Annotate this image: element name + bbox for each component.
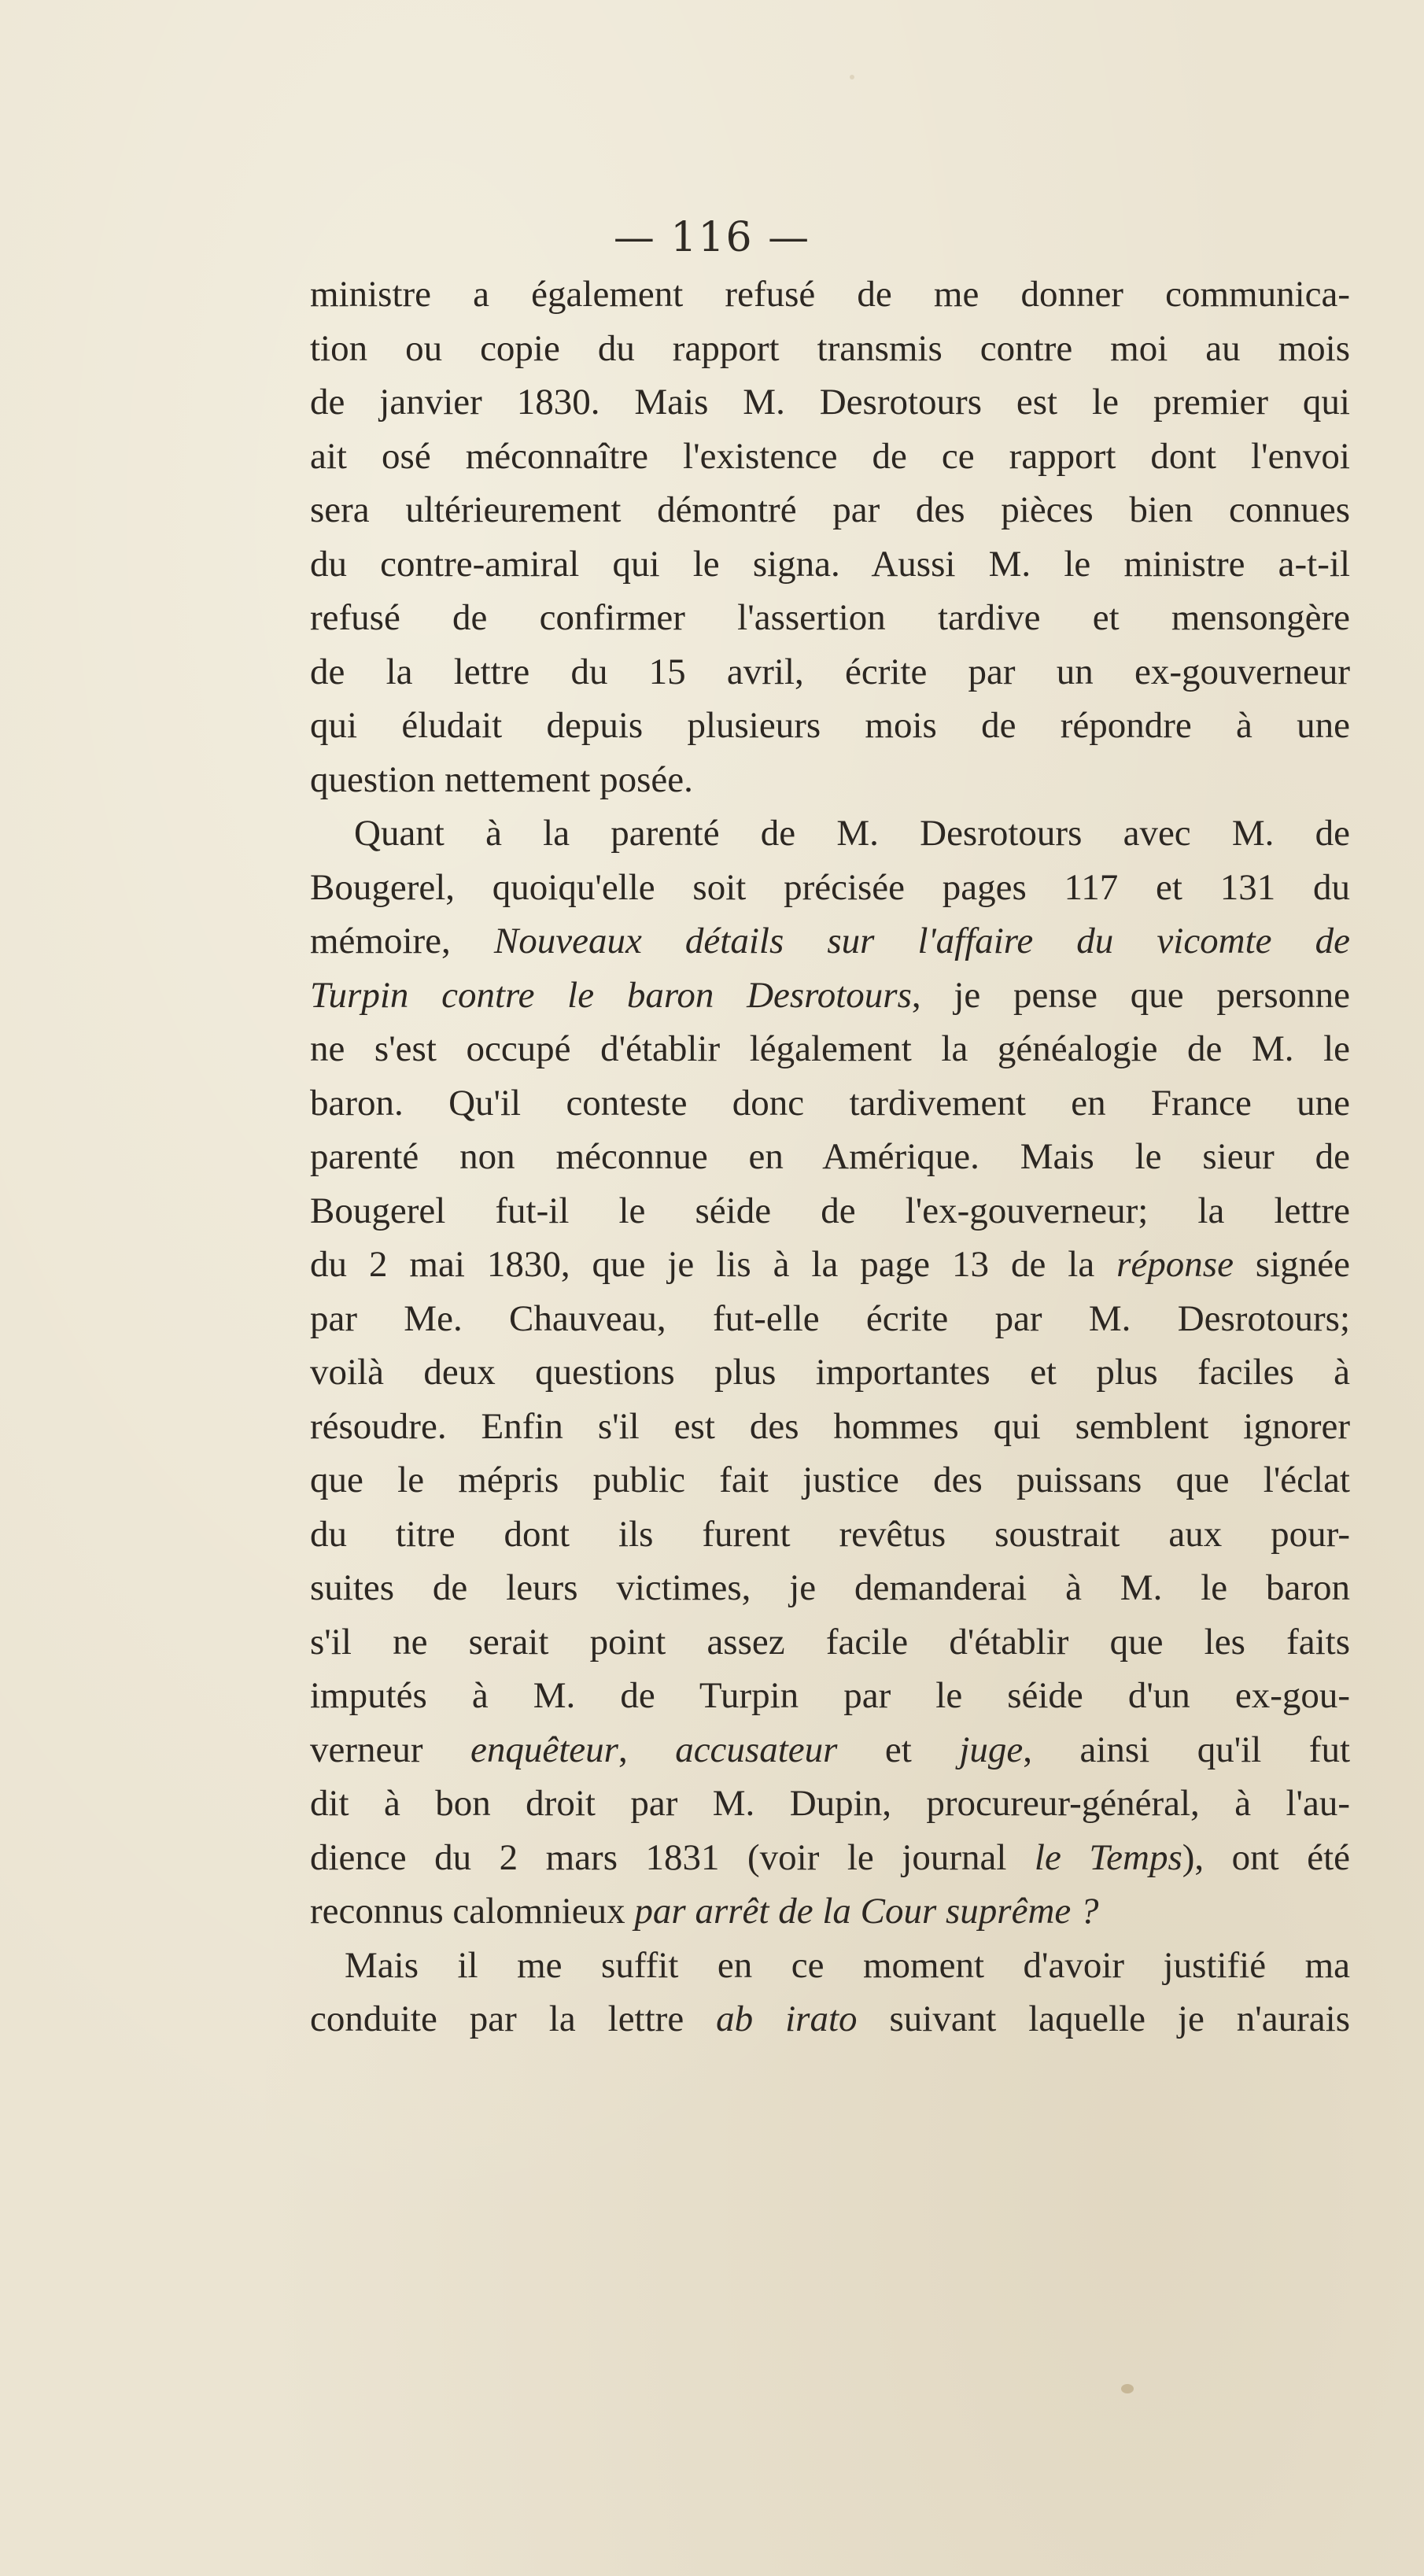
text-line bbox=[310, 375, 1350, 430]
text-segment: du contre-amiral qui le signa. Aussi M. le ministre a-t-il bbox=[310, 543, 1350, 585]
text-segment: voilà deux questions plus importantes et plus faciles à bbox=[310, 1352, 1350, 1393]
text-line bbox=[310, 1453, 1350, 1508]
text-segment: imputés à M. de Turpin par le séide d'un ex-gou- bbox=[310, 1675, 1350, 1716]
text-segment: ne s'est occupé d'établir légalement la généalogie de M. le bbox=[310, 1028, 1350, 1069]
foxing-spot bbox=[850, 75, 854, 79]
text-line bbox=[310, 1615, 1350, 1670]
text-line bbox=[310, 1777, 1350, 1831]
text-segment: verneur bbox=[310, 1729, 471, 1770]
text-segment: du 2 mai 1830, que je lis à la page 13 de la bbox=[310, 1244, 1117, 1285]
text-segment: , ainsi qu'il fut bbox=[1023, 1729, 1350, 1770]
text-segment: du titre dont ils furent revêtus soustrait aux pour- bbox=[310, 1513, 1350, 1555]
text-segment: par Me. Chauveau, fut-elle écrite par M. Desrotours; bbox=[310, 1297, 1350, 1339]
text-segment: ), ont été bbox=[1182, 1836, 1350, 1878]
italic-text: Turpin contre le baron Desrotours bbox=[310, 974, 912, 1016]
text-segment: suites de leurs victimes, je demanderai à M. le baron bbox=[310, 1567, 1350, 1608]
text-line bbox=[310, 430, 1350, 484]
text-line bbox=[310, 322, 1350, 376]
italic-text: accusateur bbox=[675, 1729, 838, 1770]
text-segment: Quant à la parenté de M. Desrotours avec M. de bbox=[354, 813, 1350, 854]
italic-text: le Temps bbox=[1034, 1836, 1182, 1878]
text-line bbox=[310, 1831, 1350, 1885]
text-segment: dit à bon droit par M. Dupin, procureur-général, à l'au- bbox=[310, 1783, 1350, 1824]
foxing-spot bbox=[1121, 2384, 1134, 2393]
text-segment: baron. Qu'il conteste donc tardivement en France une bbox=[310, 1082, 1350, 1124]
text-segment: ministre a également refusé de me donner communica- bbox=[310, 274, 1350, 315]
text-line bbox=[310, 591, 1350, 645]
page-number: — 116 — bbox=[613, 214, 811, 261]
text-segment: s'il ne serait point assez facile d'établir que les faits bbox=[310, 1621, 1350, 1663]
text-segment: Mais il me suffit en ce moment d'avoir justifié ma bbox=[345, 1944, 1350, 1986]
text-line bbox=[310, 1992, 1350, 2046]
italic-text: Nouveaux détails sur l'affaire du vicomte de bbox=[493, 921, 1350, 961]
text-line bbox=[310, 1076, 1350, 1131]
text-line bbox=[310, 645, 1350, 699]
text-segment: reconnus calomnieux bbox=[310, 1891, 635, 1932]
text-line bbox=[310, 1184, 1350, 1238]
text-line bbox=[310, 537, 1350, 592]
italic-text: réponse bbox=[1116, 1244, 1234, 1285]
body-text bbox=[310, 268, 1350, 2046]
text-segment: et bbox=[837, 1729, 960, 1770]
italic-text: juge bbox=[959, 1729, 1024, 1770]
text-line bbox=[310, 914, 1350, 969]
text-line bbox=[310, 699, 1350, 753]
text-segment: , bbox=[618, 1729, 676, 1770]
text-line bbox=[310, 483, 1350, 537]
text-segment: question nettement posée. bbox=[310, 758, 693, 800]
text-line bbox=[310, 1884, 1350, 1939]
text-line bbox=[310, 1400, 1350, 1454]
text-line bbox=[310, 1723, 1350, 1777]
text-line bbox=[310, 806, 1350, 861]
text-segment: , je pense que personne bbox=[911, 974, 1350, 1016]
text-segment: de janvier 1830. Mais M. Desrotours est le premier qui bbox=[310, 382, 1350, 423]
text-segment: tion ou copie du rapport transmis contre moi au mois bbox=[310, 327, 1350, 369]
italic-text: ab irato bbox=[716, 1998, 858, 2039]
text-segment: de la lettre du 15 avril, écrite par un ex-gouverneur bbox=[310, 651, 1350, 692]
text-line bbox=[310, 1238, 1350, 1292]
text-segment: résoudre. Enfin s'il est des hommes qui semblent ignorer bbox=[310, 1405, 1350, 1447]
text-segment: signée bbox=[1233, 1244, 1350, 1285]
text-segment: conduite par la lettre bbox=[310, 1998, 717, 2039]
text-segment: mémoire, bbox=[310, 921, 494, 961]
text-segment: dience du 2 mars 1831 (voir le journal bbox=[310, 1836, 1035, 1878]
text-line bbox=[310, 1939, 1350, 1993]
text-segment: refusé de confirmer l'assertion tardive et mensongère bbox=[310, 597, 1350, 638]
italic-text: par arrêt de la Cour suprême ? bbox=[634, 1891, 1099, 1932]
text-line bbox=[310, 1669, 1350, 1723]
text-segment: suivant laquelle je n'aurais bbox=[857, 1998, 1350, 2039]
text-line bbox=[310, 753, 1350, 807]
text-line bbox=[310, 1130, 1350, 1184]
text-segment: Bougerel, quoiqu'elle soit précisée pages 117 et 131 du bbox=[310, 866, 1350, 908]
text-line bbox=[310, 1561, 1350, 1615]
text-segment: ait osé méconnaître l'existence de ce rapport dont l'envoi bbox=[310, 435, 1350, 477]
text-line bbox=[310, 268, 1350, 322]
text-line bbox=[310, 1345, 1350, 1400]
text-line bbox=[310, 969, 1350, 1023]
text-line bbox=[310, 1292, 1350, 1346]
text-line bbox=[310, 861, 1350, 915]
text-segment: Bougerel fut-il le séide de l'ex-gouverneur; la lettre bbox=[310, 1190, 1350, 1231]
text-line bbox=[310, 1508, 1350, 1562]
text-segment: qui éludait depuis plusieurs mois de répondre à une bbox=[310, 705, 1350, 746]
text-line bbox=[310, 1022, 1350, 1076]
text-segment: sera ultérieurement démontré par des pièces bien connues bbox=[310, 489, 1350, 530]
italic-text: enquêteur bbox=[470, 1729, 618, 1770]
text-segment: parenté non méconnue en Amérique. Mais le sieur de bbox=[310, 1136, 1350, 1177]
text-segment: que le mépris public fait justice des puissans que l'éclat bbox=[310, 1460, 1350, 1500]
